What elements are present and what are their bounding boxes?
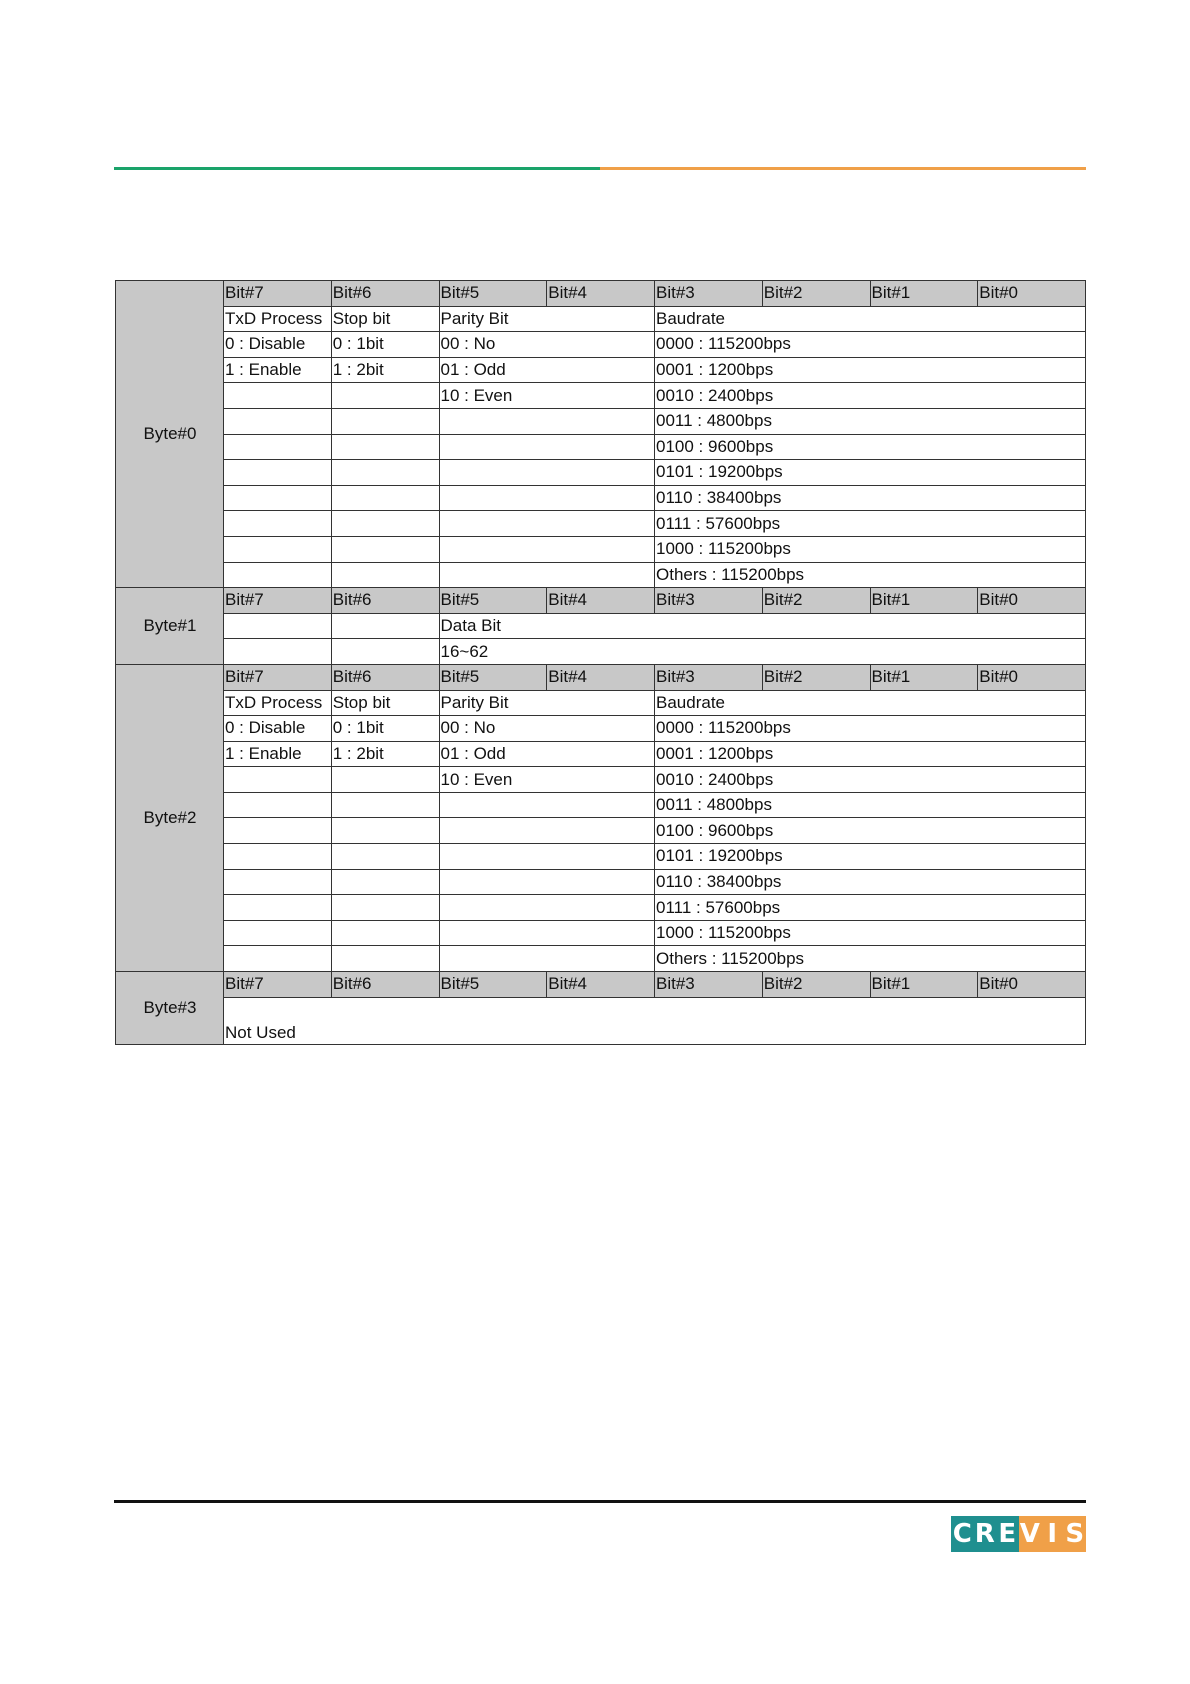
bit-header-row	[116, 972, 1086, 998]
bit-header: Bit#0	[978, 972, 1086, 998]
baudrate-cell: 0001 : 1200bps	[655, 741, 1086, 767]
table-row	[116, 639, 1086, 665]
table-row	[116, 562, 1086, 588]
parity-bit-cell	[439, 460, 655, 486]
bit-header-row	[116, 281, 1086, 307]
table-row	[116, 306, 1086, 332]
bit-header: Bit#6	[331, 664, 439, 690]
logo-letter: I	[1041, 1516, 1064, 1552]
txd-process-cell	[224, 792, 332, 818]
stop-bit-cell	[331, 818, 439, 844]
bit-header: Bit#5	[439, 972, 547, 998]
parity-bit-cell: Parity Bit	[439, 306, 655, 332]
table-cell	[224, 613, 332, 639]
bit-header: Bit#4	[547, 281, 655, 307]
stop-bit-cell	[331, 869, 439, 895]
table-row	[116, 920, 1086, 946]
baudrate-cell: 0101 : 19200bps	[655, 844, 1086, 870]
stop-bit-cell	[331, 434, 439, 460]
bit-header: Bit#6	[331, 588, 439, 614]
footer-rule	[114, 1500, 1086, 1503]
table-row	[116, 690, 1086, 716]
txd-process-cell	[224, 460, 332, 486]
byte-label: Byte#1	[116, 588, 224, 665]
stop-bit-cell	[331, 562, 439, 588]
baudrate-cell: 0110 : 38400bps	[655, 869, 1086, 895]
bit-header: Bit#5	[439, 588, 547, 614]
txd-process-cell: 0 : Disable	[224, 332, 332, 358]
txd-process-cell	[224, 920, 332, 946]
parity-bit-cell	[439, 946, 655, 972]
table-row	[116, 946, 1086, 972]
parity-bit-cell: 01 : Odd	[439, 741, 655, 767]
baudrate-cell: 1000 : 115200bps	[655, 536, 1086, 562]
txd-process-cell	[224, 818, 332, 844]
bit-header: Bit#3	[655, 588, 763, 614]
bit-header-row	[116, 588, 1086, 614]
stop-bit-cell	[331, 408, 439, 434]
bit-header: Bit#4	[547, 664, 655, 690]
baudrate-cell: 0110 : 38400bps	[655, 485, 1086, 511]
baudrate-cell: 0000 : 115200bps	[655, 332, 1086, 358]
stop-bit-cell	[331, 844, 439, 870]
parity-bit-cell: Parity Bit	[439, 690, 655, 716]
bit-header: Bit#4	[547, 588, 655, 614]
parity-bit-cell	[439, 562, 655, 588]
byte-label: Byte#2	[116, 664, 224, 971]
table-row	[116, 511, 1086, 537]
txd-process-cell	[224, 434, 332, 460]
parity-bit-cell: 10 : Even	[439, 767, 655, 793]
bit-header: Bit#1	[870, 281, 978, 307]
parity-bit-cell	[439, 536, 655, 562]
bit-header: Bit#2	[762, 664, 870, 690]
parity-bit-cell	[439, 869, 655, 895]
baudrate-cell: 0111 : 57600bps	[655, 511, 1086, 537]
data-bit-cell: 16~62	[439, 639, 1086, 665]
stop-bit-cell: 0 : 1bit	[331, 716, 439, 742]
table-row	[116, 767, 1086, 793]
baudrate-cell: 0001 : 1200bps	[655, 357, 1086, 383]
bit-header: Bit#6	[331, 281, 439, 307]
parity-bit-cell	[439, 485, 655, 511]
txd-process-cell	[224, 408, 332, 434]
txd-process-cell	[224, 383, 332, 409]
stop-bit-cell	[331, 511, 439, 537]
bit-header: Bit#3	[655, 281, 763, 307]
table-row	[116, 818, 1086, 844]
stop-bit-cell	[331, 460, 439, 486]
txd-process-cell	[224, 767, 332, 793]
stop-bit-cell	[331, 792, 439, 818]
table-row	[116, 792, 1086, 818]
stop-bit-cell: 1 : 2bit	[331, 741, 439, 767]
parity-bit-cell	[439, 844, 655, 870]
bit-header: Bit#1	[870, 972, 978, 998]
baudrate-cell: Others : 115200bps	[655, 946, 1086, 972]
baudrate-cell: Baudrate	[655, 690, 1086, 716]
parity-bit-cell	[439, 434, 655, 460]
baudrate-cell: 0100 : 9600bps	[655, 434, 1086, 460]
bit-header: Bit#2	[762, 972, 870, 998]
table-row	[116, 332, 1086, 358]
byte-label: Byte#0	[116, 281, 224, 588]
table-row	[116, 408, 1086, 434]
table-row	[116, 485, 1086, 511]
logo-letter: C	[951, 1516, 974, 1552]
stop-bit-cell	[331, 920, 439, 946]
bit-header-row	[116, 664, 1086, 690]
baudrate-cell: 0011 : 4800bps	[655, 792, 1086, 818]
stop-bit-cell	[331, 895, 439, 921]
txd-process-cell	[224, 869, 332, 895]
baudrate-cell: 0100 : 9600bps	[655, 818, 1086, 844]
header-rule	[114, 167, 1086, 170]
baudrate-cell: 0010 : 2400bps	[655, 383, 1086, 409]
logo-letter: R	[974, 1516, 997, 1552]
bit-header: Bit#7	[224, 972, 332, 998]
stop-bit-cell: Stop bit	[331, 690, 439, 716]
table-row	[116, 460, 1086, 486]
parity-bit-cell	[439, 792, 655, 818]
logo-letter: E	[996, 1516, 1019, 1552]
txd-process-cell: TxD Process	[224, 690, 332, 716]
stop-bit-cell: 0 : 1bit	[331, 332, 439, 358]
table-row	[116, 844, 1086, 870]
bit-header: Bit#0	[978, 588, 1086, 614]
bit-header: Bit#7	[224, 281, 332, 307]
bit-header: Bit#5	[439, 281, 547, 307]
bit-header: Bit#2	[762, 281, 870, 307]
table-row	[116, 716, 1086, 742]
bit-header: Bit#6	[331, 972, 439, 998]
bit-header: Bit#0	[978, 281, 1086, 307]
txd-process-cell: 0 : Disable	[224, 716, 332, 742]
txd-process-cell	[224, 895, 332, 921]
bit-header: Bit#5	[439, 664, 547, 690]
txd-process-cell	[224, 536, 332, 562]
table-row	[116, 383, 1086, 409]
table-cell	[331, 613, 439, 639]
table-row	[116, 434, 1086, 460]
txd-process-cell	[224, 511, 332, 537]
bit-header: Bit#0	[978, 664, 1086, 690]
table-row	[116, 613, 1086, 639]
logo-letter: V	[1019, 1516, 1042, 1552]
table-row	[116, 357, 1086, 383]
parity-bit-cell	[439, 920, 655, 946]
parity-bit-cell: 00 : No	[439, 332, 655, 358]
baudrate-cell: 0011 : 4800bps	[655, 408, 1086, 434]
baudrate-cell: Baudrate	[655, 306, 1086, 332]
bit-header: Bit#1	[870, 664, 978, 690]
stop-bit-cell	[331, 767, 439, 793]
header-rule-orange	[600, 167, 1086, 170]
baudrate-cell: 0111 : 57600bps	[655, 895, 1086, 921]
parity-bit-cell: 01 : Odd	[439, 357, 655, 383]
bit-header: Bit#7	[224, 664, 332, 690]
byte-configuration-table	[115, 280, 1086, 1045]
table-row	[116, 869, 1086, 895]
parity-bit-cell: 10 : Even	[439, 383, 655, 409]
parity-bit-cell	[439, 511, 655, 537]
stop-bit-cell: 1 : 2bit	[331, 357, 439, 383]
table-row	[116, 997, 1086, 1044]
table-cell	[224, 639, 332, 665]
txd-process-cell: 1 : Enable	[224, 741, 332, 767]
parity-bit-cell: 00 : No	[439, 716, 655, 742]
bit-header: Bit#4	[547, 972, 655, 998]
stop-bit-cell	[331, 946, 439, 972]
bit-header: Bit#3	[655, 972, 763, 998]
baudrate-cell: 1000 : 115200bps	[655, 920, 1086, 946]
txd-process-cell: TxD Process	[224, 306, 332, 332]
txd-process-cell	[224, 946, 332, 972]
baudrate-cell: Others : 115200bps	[655, 562, 1086, 588]
not-used-cell: Not Used	[224, 997, 1086, 1044]
stop-bit-cell	[331, 383, 439, 409]
parity-bit-cell	[439, 408, 655, 434]
bit-header: Bit#7	[224, 588, 332, 614]
txd-process-cell	[224, 562, 332, 588]
header-rule-green	[114, 167, 600, 170]
table-row	[116, 741, 1086, 767]
stop-bit-cell	[331, 536, 439, 562]
parity-bit-cell	[439, 895, 655, 921]
byte-label: Byte#3	[116, 972, 224, 1045]
bit-header: Bit#2	[762, 588, 870, 614]
bit-header: Bit#1	[870, 588, 978, 614]
baudrate-cell: 0000 : 115200bps	[655, 716, 1086, 742]
logo-letter: S	[1064, 1516, 1087, 1552]
table-row	[116, 895, 1086, 921]
txd-process-cell	[224, 485, 332, 511]
table-cell	[331, 639, 439, 665]
stop-bit-cell: Stop bit	[331, 306, 439, 332]
bit-header: Bit#3	[655, 664, 763, 690]
txd-process-cell: 1 : Enable	[224, 357, 332, 383]
baudrate-cell: 0010 : 2400bps	[655, 767, 1086, 793]
table-row	[116, 536, 1086, 562]
stop-bit-cell	[331, 485, 439, 511]
crevis-logo	[951, 1516, 1086, 1552]
txd-process-cell	[224, 844, 332, 870]
baudrate-cell: 0101 : 19200bps	[655, 460, 1086, 486]
parity-bit-cell	[439, 818, 655, 844]
data-bit-cell: Data Bit	[439, 613, 1086, 639]
